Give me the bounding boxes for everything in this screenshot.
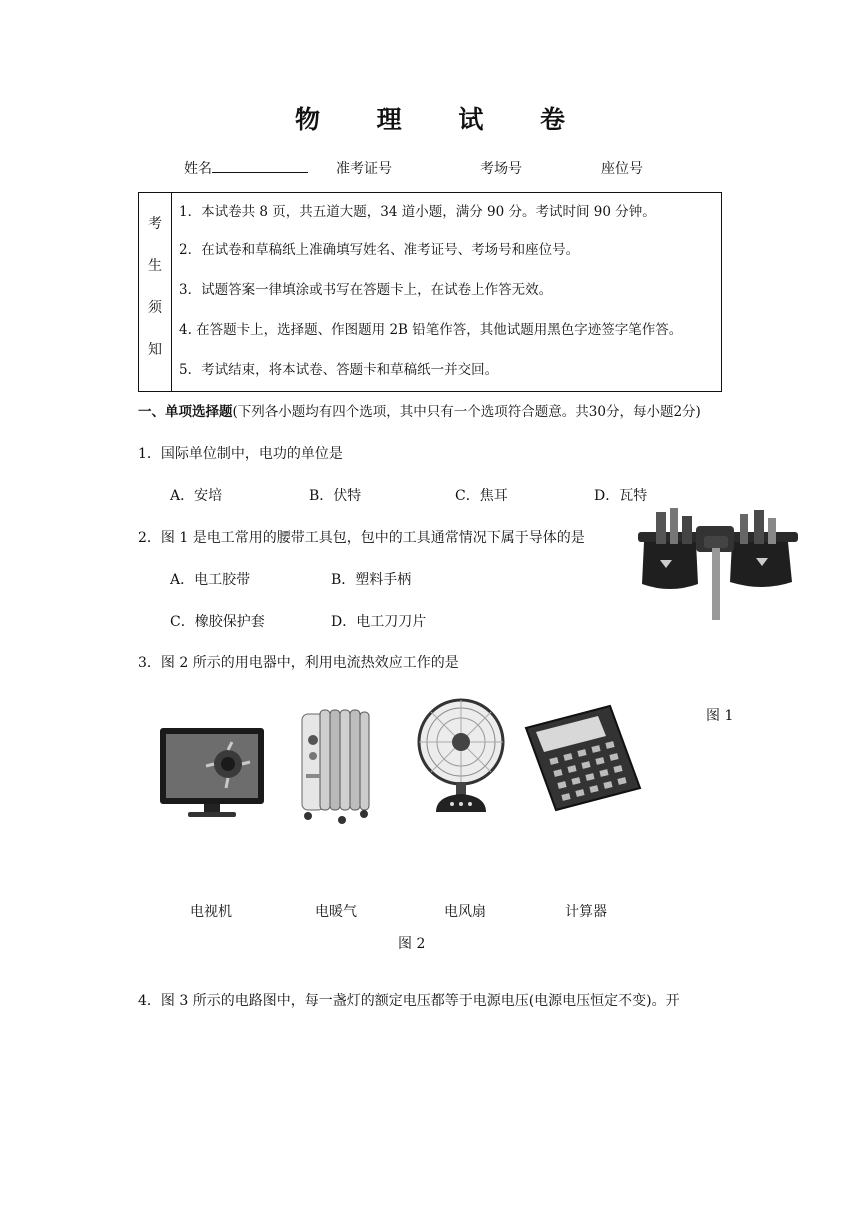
- figure-2-label: 图 2: [398, 936, 426, 952]
- notice-item: 5．考试结束，将本试卷、答题卡和草稿纸一并交回。: [179, 362, 499, 378]
- q1-option-c[interactable]: C．焦耳: [455, 488, 508, 504]
- figure-1-label: 图 1: [706, 708, 734, 724]
- television-icon: [158, 726, 266, 820]
- question-4-stem: 4．图 3 所示的电路图中，每一盏灯的额定电压都等于电源电压(电源电压恒定不变)。开: [138, 993, 680, 1009]
- q2-option-d[interactable]: D．电工刀刀片: [331, 614, 427, 630]
- question-3-stem: 3．图 2 所示的用电器中，利用电流热效应工作的是: [138, 655, 459, 671]
- section-heading: [138, 400, 701, 420]
- notice-side-char: 考: [148, 216, 162, 232]
- page-title: 物 理 试 卷: [294, 105, 590, 134]
- q1-option-b[interactable]: B．伏特: [309, 488, 362, 504]
- section-title: 一、单项选择题: [138, 404, 233, 420]
- notice-item: 4. 在答题卡上，选择题、作图题用 2B 铅笔作答，其他试题用黑色字迹签字笔作答。: [179, 322, 683, 338]
- notice-side-char: 生: [148, 258, 162, 274]
- q2-option-c[interactable]: C．橡胶保护套: [170, 614, 265, 630]
- notice-side-char: 须: [148, 300, 162, 316]
- calculator-icon: [524, 704, 642, 812]
- notice-item: 3．试题答案一律填涂或书写在答题卡上，在试卷上作答无效。: [179, 282, 553, 298]
- q1-option-a[interactable]: A．安培: [170, 488, 223, 504]
- question-1-stem: 1．国际单位制中，电功的单位是: [138, 446, 343, 462]
- caption-calculator: 计算器: [565, 904, 607, 920]
- caption-heater: 电暖气: [315, 904, 357, 920]
- notice-side-char: 知: [148, 342, 162, 358]
- oil-heater-icon: [298, 704, 372, 826]
- notice-item: 1．本试卷共 8 页，共五道大题，34 道小题，满分 90 分。考试时间 90 分钟。: [179, 204, 656, 220]
- name-underline[interactable]: [212, 158, 308, 173]
- exam-notice-box: [138, 192, 722, 392]
- exam-id-label: 准考证号: [336, 161, 392, 177]
- name-label: 姓名: [184, 161, 212, 177]
- seat-label: 座位号: [601, 161, 643, 177]
- caption-fan: 电风扇: [444, 904, 486, 920]
- section-note: (下列各小题均有四个选项，其中只有一个选项符合题意。共30分，每小题2分): [232, 404, 701, 420]
- question-2-stem: 2．图 1 是电工常用的腰带工具包，包中的工具通常情况下属于导体的是: [138, 530, 585, 546]
- q2-option-b[interactable]: B．塑料手柄: [331, 572, 412, 588]
- caption-tv: 电视机: [190, 904, 232, 920]
- notice-item: 2．在试卷和草稿纸上准确填写姓名、准考证号、考场号和座位号。: [179, 242, 580, 258]
- tool-belt-figure: [636, 502, 800, 624]
- q1-option-d[interactable]: D．瓦特: [594, 488, 648, 504]
- exam-room-label: 考场号: [480, 161, 522, 177]
- name-field[interactable]: [184, 158, 308, 178]
- q2-option-a[interactable]: A．电工胶带: [170, 572, 251, 588]
- electric-fan-icon: [414, 694, 508, 816]
- notice-side-heading: [139, 193, 172, 391]
